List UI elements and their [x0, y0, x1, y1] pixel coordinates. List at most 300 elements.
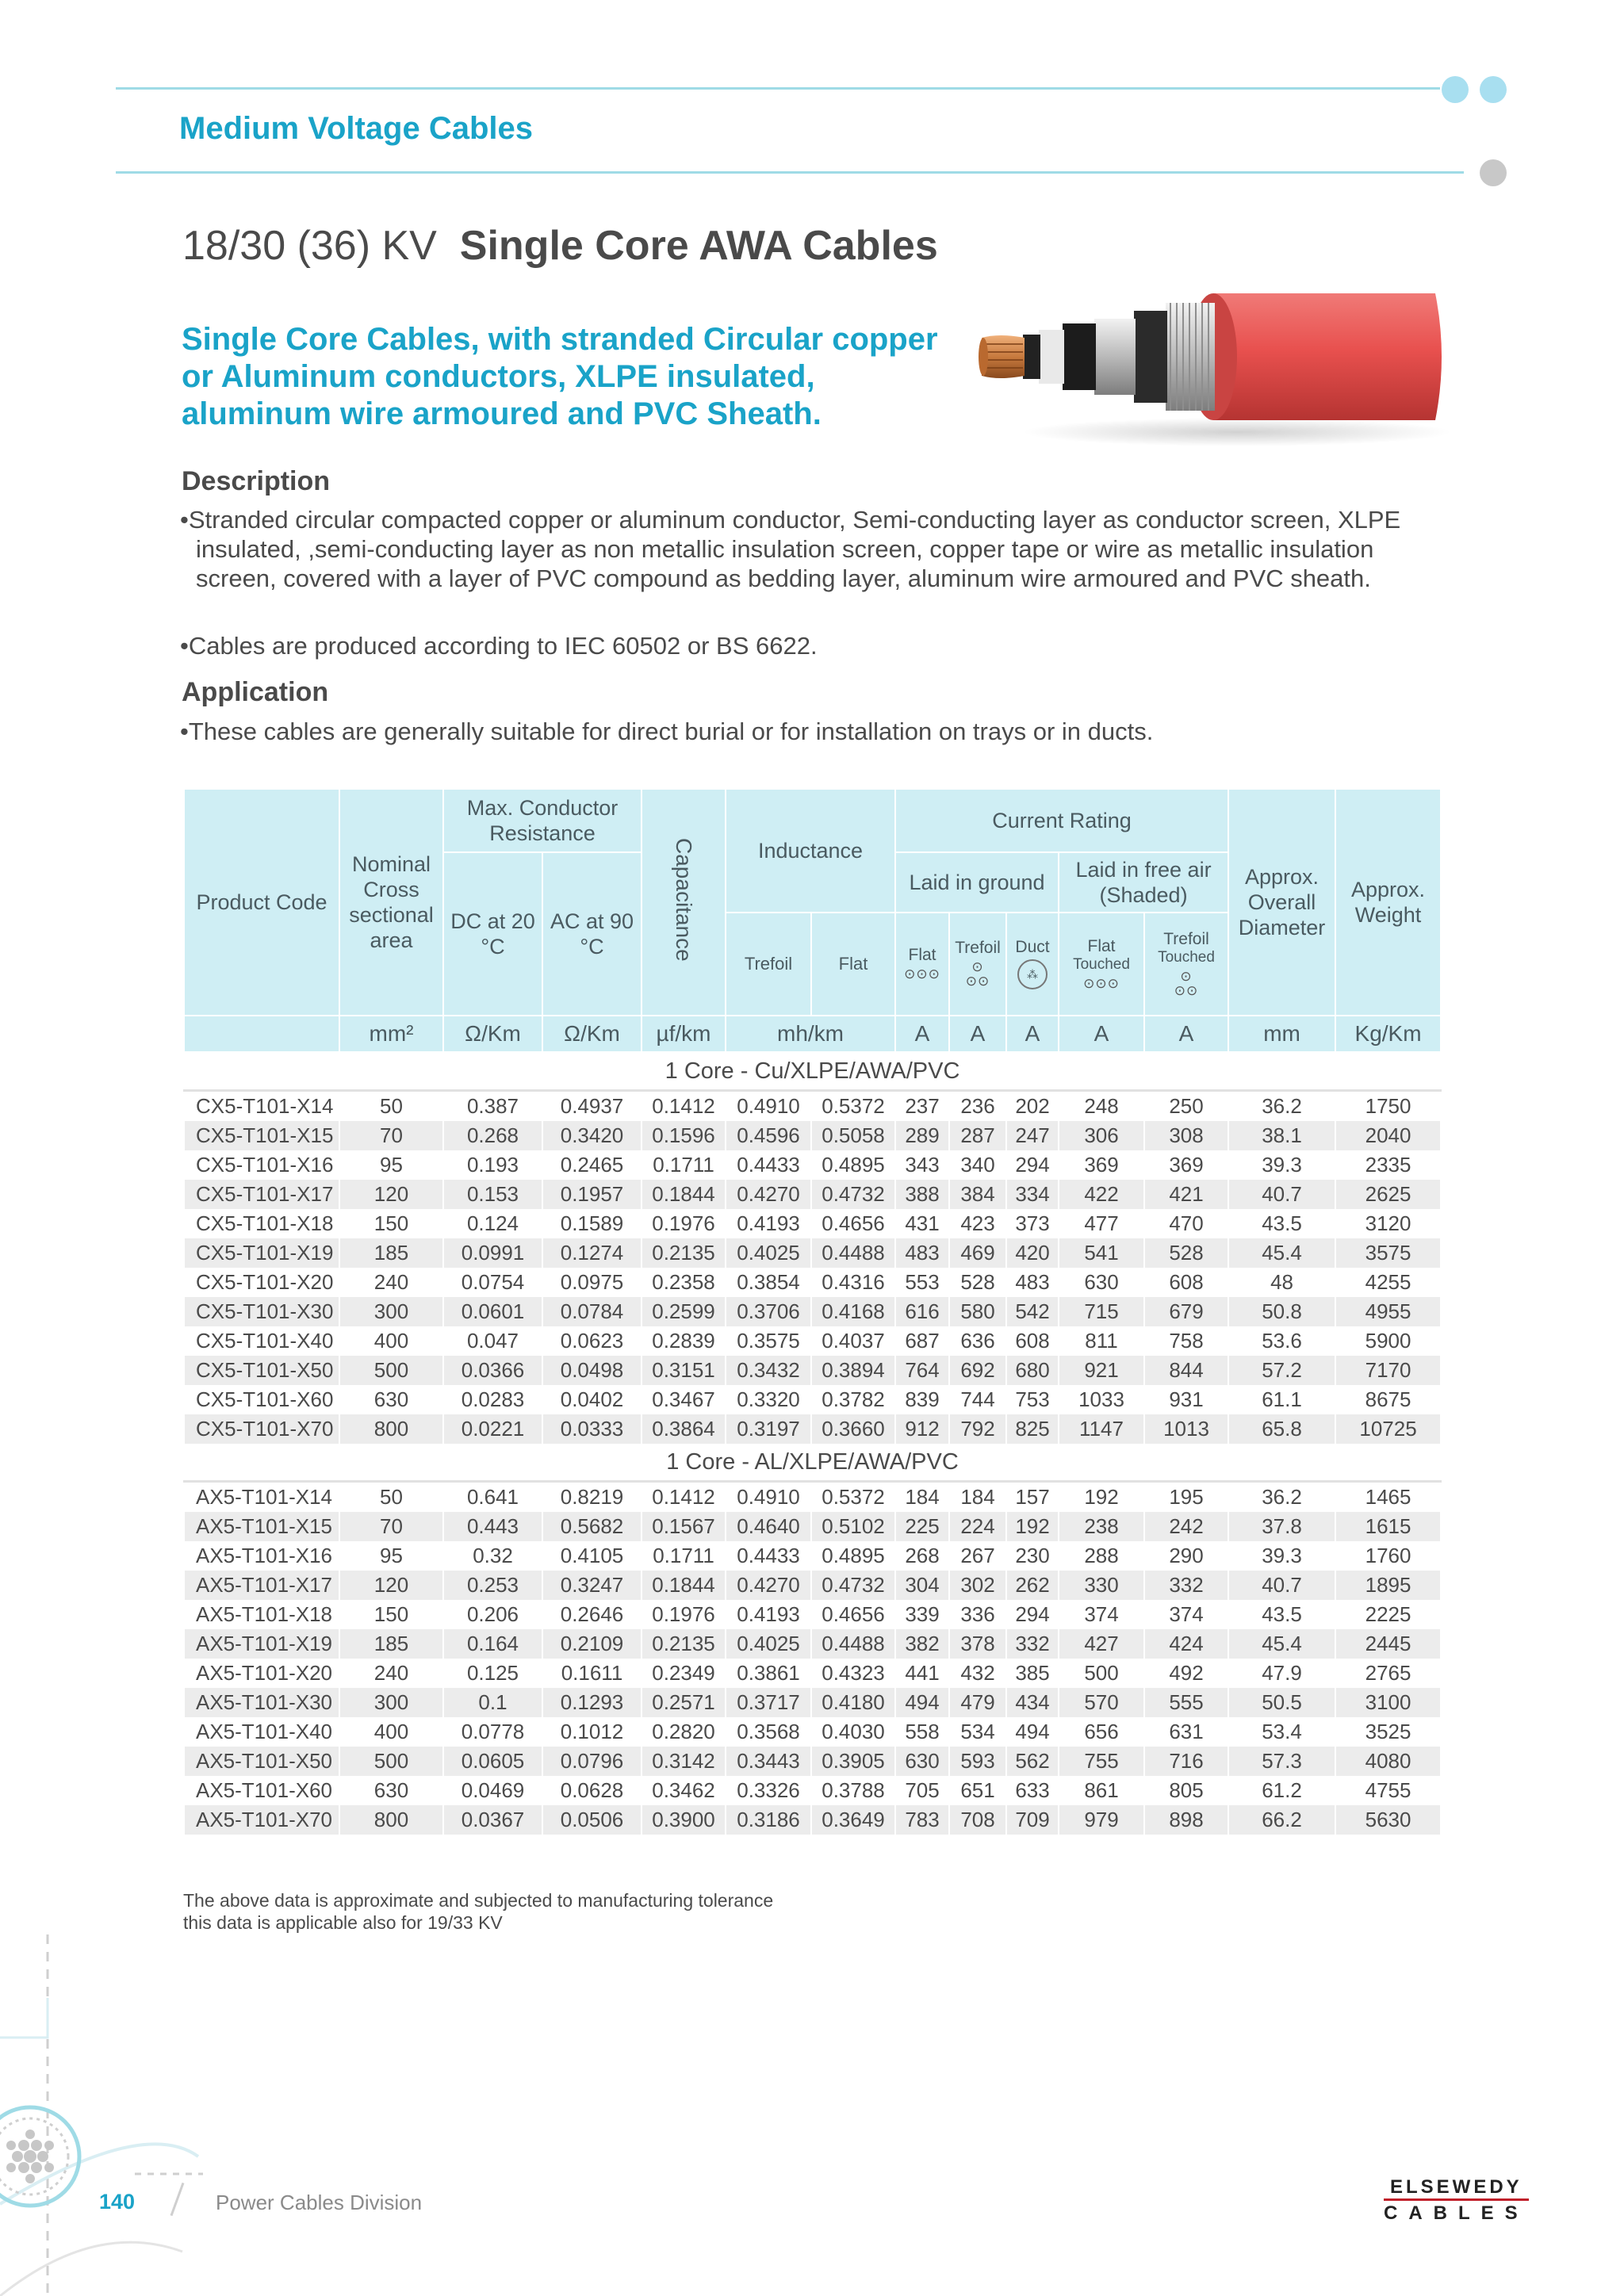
table-cell: 306 — [1059, 1121, 1144, 1150]
group-header-row — [184, 1052, 1441, 1091]
table-cell: 708 — [949, 1805, 1006, 1835]
table-cell: 427 — [1059, 1629, 1144, 1659]
unit-cell: A — [949, 1016, 1006, 1052]
table-cell: 483 — [895, 1238, 949, 1268]
table-cell: 570 — [1059, 1688, 1144, 1717]
table-row — [184, 1776, 1441, 1805]
table-cell: 715 — [1059, 1297, 1144, 1326]
top-rule — [116, 87, 1440, 90]
table-cell: 0.2820 — [642, 1717, 726, 1747]
table-cell: 4080 — [1335, 1747, 1441, 1776]
table-row — [184, 1482, 1441, 1513]
table-cell: 185 — [339, 1629, 443, 1659]
table-cell: 0.2839 — [642, 1326, 726, 1356]
product-code-cell: CX5-T101-X17 — [184, 1180, 339, 1209]
product-subtitle: Single Core Cables, with stranded Circular copper or Aluminum conductors, XLPE insulated, aluminum wire armoured and PVC Sheath. — [182, 322, 938, 431]
header-inductance: Inductance — [726, 789, 895, 913]
title-voltage: 18/30 (36) KV — [182, 223, 437, 269]
table-cell: 0.2135 — [642, 1238, 726, 1268]
table-cell: 630 — [1059, 1268, 1144, 1297]
table-cell: 0.4488 — [811, 1629, 895, 1659]
table-cell: 50.8 — [1228, 1297, 1335, 1326]
table-cell: 304 — [895, 1571, 949, 1600]
note-line: this data is applicable also for 19/33 KV — [183, 1912, 503, 1933]
description-bullet: •Stranded circular compacted copper or aluminum conductor, Semi-conducting layer as conductor screen, XLPE insulated, ,semi-conducting layer as non metallic insulation screen, copper tape or wire as metallic insulation screen, covered with a layer of PVC compound as bedding layer, aluminum wire armoured and PVC sheath. — [180, 506, 1401, 592]
table-cell: 388 — [895, 1180, 949, 1209]
decor-dot — [1480, 76, 1507, 103]
header-ground-trefoil — [949, 913, 1006, 1016]
table-cell: 45.4 — [1228, 1238, 1335, 1268]
table-cell: 979 — [1059, 1805, 1144, 1835]
table-cell: 0.0796 — [542, 1747, 642, 1776]
air-trefoil-sub: Touched — [1158, 948, 1215, 966]
table-cell: 424 — [1144, 1629, 1228, 1659]
header-diameter: Approx. Overall Diameter — [1228, 789, 1335, 1016]
table-cell: 61.2 — [1228, 1776, 1335, 1805]
table-cell: 0.3142 — [642, 1747, 726, 1776]
table-cell: 340 — [949, 1150, 1006, 1180]
capacitance-label: Capacitance — [672, 837, 696, 962]
unit-cell — [184, 1016, 339, 1052]
table-cell: 0.0623 — [542, 1326, 642, 1356]
table-cell: 0.3575 — [726, 1326, 811, 1356]
table-cell: 4255 — [1335, 1268, 1441, 1297]
table-cell: 374 — [1059, 1600, 1144, 1629]
table-cell: 184 — [949, 1482, 1006, 1513]
table-cell: 0.4433 — [726, 1541, 811, 1571]
table-cell: 0.4910 — [726, 1091, 811, 1122]
table-cell: 400 — [339, 1717, 443, 1747]
table-cell: 0.3462 — [642, 1776, 726, 1805]
table-cell: 0.1274 — [542, 1238, 642, 1268]
table-cell: 0.4168 — [811, 1297, 895, 1326]
table-cell: 0.0333 — [542, 1414, 642, 1444]
table-row — [184, 1512, 1441, 1541]
table-cell: 0.3649 — [811, 1805, 895, 1835]
table-row — [184, 1238, 1441, 1268]
table-cell: 0.0283 — [443, 1385, 542, 1414]
header-ind-flat: Flat — [811, 913, 895, 1016]
table-cell: 336 — [949, 1600, 1006, 1629]
table-cell: 0.4895 — [811, 1541, 895, 1571]
table-cell: 308 — [1144, 1121, 1228, 1150]
table-cell: 0.0601 — [443, 1297, 542, 1326]
footer-decoration — [0, 1919, 214, 2296]
table-cell: 0.124 — [443, 1209, 542, 1238]
air-trefoil-label: Trefoil — [1163, 929, 1209, 948]
table-cell: 608 — [1144, 1268, 1228, 1297]
table-cell: 0.047 — [443, 1326, 542, 1356]
unit-cell: µf/km — [642, 1016, 726, 1052]
table-cell: 374 — [1144, 1600, 1228, 1629]
table-row — [184, 1629, 1441, 1659]
unit-cell: A — [1059, 1016, 1144, 1052]
product-code-cell: CX5-T101-X70 — [184, 1414, 339, 1444]
table-cell: 157 — [1006, 1482, 1059, 1513]
table-cell: 0.1711 — [642, 1150, 726, 1180]
group-header-row — [184, 1444, 1441, 1482]
table-cell: 0.253 — [443, 1571, 542, 1600]
table-cell: 0.4895 — [811, 1150, 895, 1180]
table-cell: 0.0498 — [542, 1356, 642, 1385]
product-code-cell: CX5-T101-X30 — [184, 1297, 339, 1326]
product-code-cell: AX5-T101-X16 — [184, 1541, 339, 1571]
description-heading: Description — [182, 466, 331, 496]
table-cell: 1147 — [1059, 1414, 1144, 1444]
table-cell: 0.3854 — [726, 1268, 811, 1297]
logo-line1: ELSEWEDY — [1389, 2176, 1522, 2198]
cable-image — [975, 262, 1451, 452]
table-cell: 494 — [1006, 1717, 1059, 1747]
table-cell: 633 — [1006, 1776, 1059, 1805]
table-cell: 783 — [895, 1805, 949, 1835]
table-cell: 1750 — [1335, 1091, 1441, 1122]
product-code-cell: CX5-T101-X40 — [184, 1326, 339, 1356]
section-title: Medium Voltage Cables — [179, 111, 534, 146]
table-cell: 0.153 — [443, 1180, 542, 1209]
table-cell: 0.2358 — [642, 1268, 726, 1297]
table-cell: 45.4 — [1228, 1629, 1335, 1659]
table-cell: 184 — [895, 1482, 949, 1513]
table-cell: 236 — [949, 1091, 1006, 1122]
table-cell: 0.0402 — [542, 1385, 642, 1414]
table-cell: 705 — [895, 1776, 949, 1805]
table-row — [184, 1180, 1441, 1209]
table-cell: 267 — [949, 1541, 1006, 1571]
table-cell: 192 — [1059, 1482, 1144, 1513]
table-cell: 555 — [1144, 1688, 1228, 1717]
flat-touched-icon: ⊙⊙⊙ — [1083, 975, 1120, 991]
table-cell: 0.2109 — [542, 1629, 642, 1659]
table-cell: 0.4640 — [726, 1512, 811, 1541]
table-cell: 50 — [339, 1482, 443, 1513]
product-code-cell: AX5-T101-X17 — [184, 1571, 339, 1600]
table-cell: 43.5 — [1228, 1209, 1335, 1238]
table-cell: 369 — [1144, 1150, 1228, 1180]
table-cell: 5630 — [1335, 1805, 1441, 1835]
header-laid-ground: Laid in ground — [895, 852, 1059, 913]
table-row — [184, 1541, 1441, 1571]
table-cell: 608 — [1006, 1326, 1059, 1356]
table-cell: 0.268 — [443, 1121, 542, 1150]
header-weight: Approx. Weight — [1335, 789, 1441, 1016]
table-cell: 66.2 — [1228, 1805, 1335, 1835]
table-cell: 65.8 — [1228, 1414, 1335, 1444]
table-cell: 800 — [339, 1805, 443, 1835]
table-cell: 1615 — [1335, 1512, 1441, 1541]
header-laid-air: Laid in free air (Shaded) — [1059, 852, 1228, 913]
table-cell: 800 — [339, 1414, 443, 1444]
table-cell: 616 — [895, 1297, 949, 1326]
table-cell: 288 — [1059, 1541, 1144, 1571]
table-row — [184, 1717, 1441, 1747]
unit-cell: mm — [1228, 1016, 1335, 1052]
table-cell: 0.5102 — [811, 1512, 895, 1541]
ground-duct-label: Duct — [1015, 938, 1050, 956]
table-cell: 441 — [895, 1659, 949, 1688]
table-cell: 562 — [1006, 1747, 1059, 1776]
table-cell: 3120 — [1335, 1209, 1441, 1238]
table-cell: 553 — [895, 1268, 949, 1297]
table-cell: 0.4193 — [726, 1600, 811, 1629]
unit-cell: A — [895, 1016, 949, 1052]
table-cell: 343 — [895, 1150, 949, 1180]
header-capacitance — [642, 789, 726, 1016]
table-cell: 0.1567 — [642, 1512, 726, 1541]
table-cell: 0.1976 — [642, 1209, 726, 1238]
table-cell: 0.2135 — [642, 1629, 726, 1659]
table-cell: 237 — [895, 1091, 949, 1122]
table-cell: 500 — [339, 1747, 443, 1776]
table-cell: 898 — [1144, 1805, 1228, 1835]
table-cell: 0.0366 — [443, 1356, 542, 1385]
table-cell: 0.3861 — [726, 1659, 811, 1688]
table-cell: 0.4193 — [726, 1209, 811, 1238]
table-cell: 709 — [1006, 1805, 1059, 1835]
table-cell: 262 — [1006, 1571, 1059, 1600]
table-cell: 528 — [1144, 1238, 1228, 1268]
table-row — [184, 1600, 1441, 1629]
product-code-cell: CX5-T101-X19 — [184, 1238, 339, 1268]
trefoil-formation-icon: ⊙ ⊙⊙ — [965, 959, 990, 989]
table-cell: 0.4270 — [726, 1571, 811, 1600]
table-cell: 0.3864 — [642, 1414, 726, 1444]
table-cell: 53.4 — [1228, 1717, 1335, 1747]
table-cell: 70 — [339, 1121, 443, 1150]
table-cell: 500 — [339, 1356, 443, 1385]
table-cell: 242 — [1144, 1512, 1228, 1541]
table-cell: 931 — [1144, 1385, 1228, 1414]
table-cell: 861 — [1059, 1776, 1144, 1805]
table-cell: 0.2571 — [642, 1688, 726, 1717]
table-cell: 500 — [1059, 1659, 1144, 1688]
table-cell: 0.3782 — [811, 1385, 895, 1414]
table-cell: 290 — [1144, 1541, 1228, 1571]
table-cell: 0.2646 — [542, 1600, 642, 1629]
product-code-cell: AX5-T101-X70 — [184, 1805, 339, 1835]
table-cell: 0.3706 — [726, 1297, 811, 1326]
header-rule — [116, 171, 1464, 174]
table-row — [184, 1297, 1441, 1326]
table-cell: 764 — [895, 1356, 949, 1385]
table-cell: 844 — [1144, 1356, 1228, 1385]
table-cell: 631 — [1144, 1717, 1228, 1747]
table-cell: 0.0754 — [443, 1268, 542, 1297]
table-cell: 294 — [1006, 1600, 1059, 1629]
table-cell: 0.0506 — [542, 1805, 642, 1835]
table-cell: 0.4105 — [542, 1541, 642, 1571]
table-cell: 492 — [1144, 1659, 1228, 1688]
table-cell: 528 — [949, 1268, 1006, 1297]
table-cell: 2625 — [1335, 1180, 1441, 1209]
unit-cell: Ω/Km — [443, 1016, 542, 1052]
table-cell: 0.1293 — [542, 1688, 642, 1717]
table-cell: 0.5372 — [811, 1482, 895, 1513]
table-cell: 0.4025 — [726, 1238, 811, 1268]
table-body — [184, 1052, 1441, 1835]
table-cell: 300 — [339, 1688, 443, 1717]
table-cell: 250 — [1144, 1091, 1228, 1122]
header-max-resistance: Max. Conductor Resistance — [443, 789, 642, 852]
table-cell: 651 — [949, 1776, 1006, 1805]
table-cell: 202 — [1006, 1091, 1059, 1122]
table-cell: 758 — [1144, 1326, 1228, 1356]
table-cell: 95 — [339, 1541, 443, 1571]
table-cell: 0.387 — [443, 1091, 542, 1122]
table-cell: 636 — [949, 1326, 1006, 1356]
table-cell: 120 — [339, 1571, 443, 1600]
table-cell: 0.3717 — [726, 1688, 811, 1717]
table-cell: 0.206 — [443, 1600, 542, 1629]
table-cell: 1033 — [1059, 1385, 1144, 1414]
table-cell: 421 — [1144, 1180, 1228, 1209]
table-row — [184, 1268, 1441, 1297]
table-row — [184, 1805, 1441, 1835]
note-line: The above data is approximate and subjected to manufacturing tolerance — [183, 1890, 774, 1911]
table-cell: 755 — [1059, 1747, 1144, 1776]
table-cell: 300 — [339, 1297, 443, 1326]
units-row — [184, 1016, 1441, 1052]
table-cell: 0.3443 — [726, 1747, 811, 1776]
table-cell: 3100 — [1335, 1688, 1441, 1717]
group-title: 1 Core - Cu/XLPE/AWA/PVC — [184, 1052, 1441, 1091]
table-cell: 37.8 — [1228, 1512, 1335, 1541]
unit-cell: Kg/Km — [1335, 1016, 1441, 1052]
table-cell: 0.0975 — [542, 1268, 642, 1297]
table-cell: 744 — [949, 1385, 1006, 1414]
description-bullet: •Cables are produced according to IEC 60502 or BS 6622. — [180, 632, 818, 660]
table-cell: 47.9 — [1228, 1659, 1335, 1688]
table-cell: 53.6 — [1228, 1326, 1335, 1356]
header-ground-flat — [895, 913, 949, 1016]
table-cell: 50 — [339, 1091, 443, 1122]
table-row — [184, 1150, 1441, 1180]
table-cell: 294 — [1006, 1150, 1059, 1180]
table-cell: 0.4030 — [811, 1717, 895, 1747]
table-cell: 39.3 — [1228, 1150, 1335, 1180]
table-cell: 70 — [339, 1512, 443, 1541]
table-cell: 0.4433 — [726, 1150, 811, 1180]
table-cell: 382 — [895, 1629, 949, 1659]
ground-trefoil-label: Trefoil — [955, 939, 1001, 957]
table-cell: 0.1412 — [642, 1482, 726, 1513]
table-cell: 420 — [1006, 1238, 1059, 1268]
table-cell: 792 — [949, 1414, 1006, 1444]
table-cell: 369 — [1059, 1150, 1144, 1180]
table-cell: 593 — [949, 1747, 1006, 1776]
table-cell: 0.1711 — [642, 1541, 726, 1571]
table-cell: 1013 — [1144, 1414, 1228, 1444]
product-code-cell: CX5-T101-X16 — [184, 1150, 339, 1180]
table-cell: 0.1 — [443, 1688, 542, 1717]
unit-cell: A — [1006, 1016, 1059, 1052]
table-row — [184, 1385, 1441, 1414]
table-cell: 2225 — [1335, 1600, 1441, 1629]
table-cell: 839 — [895, 1385, 949, 1414]
table-cell: 0.3247 — [542, 1571, 642, 1600]
table-cell: 0.3151 — [642, 1356, 726, 1385]
product-code-cell: CX5-T101-X18 — [184, 1209, 339, 1238]
header-ac: AC at 90 °C — [542, 852, 642, 1016]
table-cell: 825 — [1006, 1414, 1059, 1444]
table-cell: 238 — [1059, 1512, 1144, 1541]
table-cell: 0.2599 — [642, 1297, 726, 1326]
table-cell: 580 — [949, 1297, 1006, 1326]
table-cell: 225 — [895, 1512, 949, 1541]
table-cell: 36.2 — [1228, 1091, 1335, 1122]
table-cell: 1465 — [1335, 1482, 1441, 1513]
table-cell: 57.2 — [1228, 1356, 1335, 1385]
table-cell: 630 — [339, 1385, 443, 1414]
table-cell: 0.4180 — [811, 1688, 895, 1717]
duct-formation-icon: ⁂ — [1017, 959, 1048, 989]
header-air-flat — [1059, 913, 1144, 1016]
table-cell: 692 — [949, 1356, 1006, 1385]
table-cell: 630 — [895, 1747, 949, 1776]
product-code-cell: CX5-T101-X60 — [184, 1385, 339, 1414]
trefoil-touched-icon: ⊙ ⊙⊙ — [1174, 968, 1199, 998]
product-code-cell: AX5-T101-X15 — [184, 1512, 339, 1541]
table-cell: 0.1844 — [642, 1180, 726, 1209]
table-cell: 0.0778 — [443, 1717, 542, 1747]
table-cell: 0.641 — [443, 1482, 542, 1513]
table-cell: 0.8219 — [542, 1482, 642, 1513]
table-cell: 0.3326 — [726, 1776, 811, 1805]
table-cell: 483 — [1006, 1268, 1059, 1297]
table-cell: 0.3788 — [811, 1776, 895, 1805]
table-cell: 287 — [949, 1121, 1006, 1150]
table-cell: 0.3420 — [542, 1121, 642, 1150]
table-row — [184, 1326, 1441, 1356]
table-cell: 38.1 — [1228, 1121, 1335, 1150]
table-row — [184, 1414, 1441, 1444]
table-cell: 8675 — [1335, 1385, 1441, 1414]
table-cell: 195 — [1144, 1482, 1228, 1513]
table-cell: 240 — [339, 1268, 443, 1297]
table-cell: 0.1957 — [542, 1180, 642, 1209]
table-row — [184, 1747, 1441, 1776]
table-cell: 541 — [1059, 1238, 1144, 1268]
product-code-cell: AX5-T101-X19 — [184, 1629, 339, 1659]
table-cell: 680 — [1006, 1356, 1059, 1385]
air-flat-label: Flat — [1087, 936, 1116, 955]
table-row — [184, 1659, 1441, 1688]
table-cell: 431 — [895, 1209, 949, 1238]
company-logo — [1384, 2176, 1529, 2225]
header-product-code: Product Code — [184, 789, 339, 1016]
table-cell: 0.0367 — [443, 1805, 542, 1835]
table-row — [184, 1209, 1441, 1238]
table-cell: 805 — [1144, 1776, 1228, 1805]
table-cell: 36.2 — [1228, 1482, 1335, 1513]
table-cell: 339 — [895, 1600, 949, 1629]
table-cell: 0.1844 — [642, 1571, 726, 1600]
table-cell: 61.1 — [1228, 1385, 1335, 1414]
table-cell: 0.4488 — [811, 1238, 895, 1268]
unit-cell: mh/km — [726, 1016, 895, 1052]
page-number: 140 — [99, 2190, 136, 2214]
table-cell: 0.3568 — [726, 1717, 811, 1747]
table-cell: 0.0605 — [443, 1747, 542, 1776]
table-cell: 921 — [1059, 1356, 1144, 1385]
table-cell: 0.32 — [443, 1541, 542, 1571]
table-cell: 0.164 — [443, 1629, 542, 1659]
table-cell: 302 — [949, 1571, 1006, 1600]
table-cell: 0.4656 — [811, 1600, 895, 1629]
table-cell: 10725 — [1335, 1414, 1441, 1444]
table-cell: 0.3186 — [726, 1805, 811, 1835]
table-cell: 0.3467 — [642, 1385, 726, 1414]
